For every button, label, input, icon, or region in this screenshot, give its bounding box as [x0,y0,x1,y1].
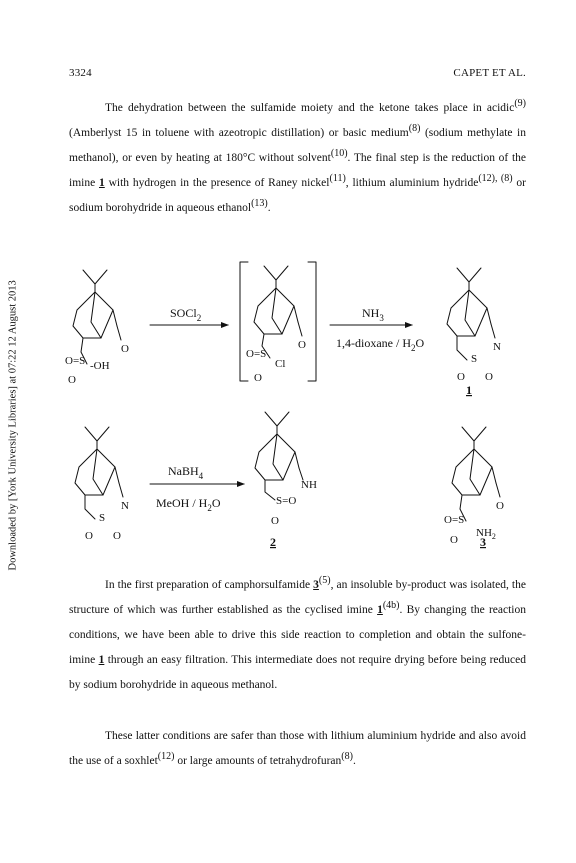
atom-label: O [496,500,504,512]
citation: (4b) [382,600,400,611]
atom-label: O [457,371,465,383]
atom-label: N [121,500,129,512]
sulfonyl-chloride-structure [246,266,306,384]
atom-label: O=S [65,355,86,367]
atom-label: $NH_2$ [476,527,496,541]
citation: (8) [408,123,421,134]
citation: (8) [341,751,353,762]
atom-label: O [298,339,306,351]
atom-label: O [254,372,262,384]
reagent-nabh4: NaBH$_4$ [168,464,204,481]
citation: (13) [251,198,268,209]
atom-label: O=S [246,348,267,360]
sulfone-imine-structure [447,268,501,383]
sultam-structure [255,412,317,527]
compound-ref: 1 [377,604,383,616]
citation: (9) [514,98,526,109]
paragraph-3: These latter conditions are safer than those with lithium aluminium hydride and also avoid the use of a soxhlet(12) or large amounts of tetrahydrofuran(8). [69,730,526,767]
download-watermark: Downloaded by [York University Libraries] at 07:22 12 August 2013 [7,280,19,571]
paragraph-2: In the first preparation of camphorsulfamide 3(5), an insoluble by-product was isolated, the structure of which was further established as the cyclised imine 1(4b). By changing the reaction conditions, we have been able to drive this side reaction to completion and obtain the sulfone-imine 1 through an easy filtration. This intermediate does not require drying before being reduced by sodium borohydride in aqueous methanol. [69,575,527,691]
condition-meoh: MeOH / $H_2O$ [156,496,221,513]
compound-ref: 1 [99,177,105,189]
condition-dioxane: 1,4-dioxane / $H_2O$ [336,336,425,353]
bracket-right [308,262,316,381]
reagent-nh3: $NH_3$ [362,306,384,323]
atom-label: O [68,374,76,386]
atom-label: O=S [444,514,465,526]
compound-number-1: 1 [466,383,472,397]
atom-label: O [85,530,93,542]
atom-label: O [271,515,279,527]
citation: (10) [330,148,348,159]
citation: (12) [157,751,175,762]
atom-label: O [121,343,129,355]
atom-label: Cl [275,358,286,370]
compound-ref: 3 [313,579,319,591]
running-title: CAPET ET AL. [453,67,526,79]
atom-label: S=O [276,495,297,507]
atom-label: S [471,353,478,365]
atom-label: NH [301,479,317,491]
page-number: 3324 [69,67,92,79]
atom-label: N [493,341,501,353]
atom-label: O [113,530,121,542]
atom-label: -OH [90,360,110,372]
compound-number-3: 3 [480,535,486,549]
reagent-socl2: SOCl$_2$ [170,306,202,323]
camphorsulfonic-acid-structure [65,270,129,386]
camphorsulfamide-structure [444,427,504,546]
sulfone-imine-structure [75,427,129,542]
atom-label: O [485,371,493,383]
compound-number-2: 2 [270,535,276,549]
bracket-left [240,262,248,381]
citation: (12), (8) [478,173,513,184]
citation: (11) [329,173,346,184]
citation: (5) [318,575,331,586]
paragraph-1: The dehydration between the sulfamide moiety and the ketone takes place in acidic(9) (Amberlyst 15 in toluene with azeotropic distillation) or basic medium(8) (sodium methylate in methanol), or even by heating at 180°C without solvent(10). The final step is the reduction of the imine 1 with hydrogen in the presence of Raney nickel(11), lithium aluminium hydride(12), (8) or sodium borohydride in aqueous ethanol(13). [69,98,526,214]
atom-label: S [99,512,106,524]
compound-ref: 1 [98,654,105,666]
atom-label: O [450,534,458,546]
